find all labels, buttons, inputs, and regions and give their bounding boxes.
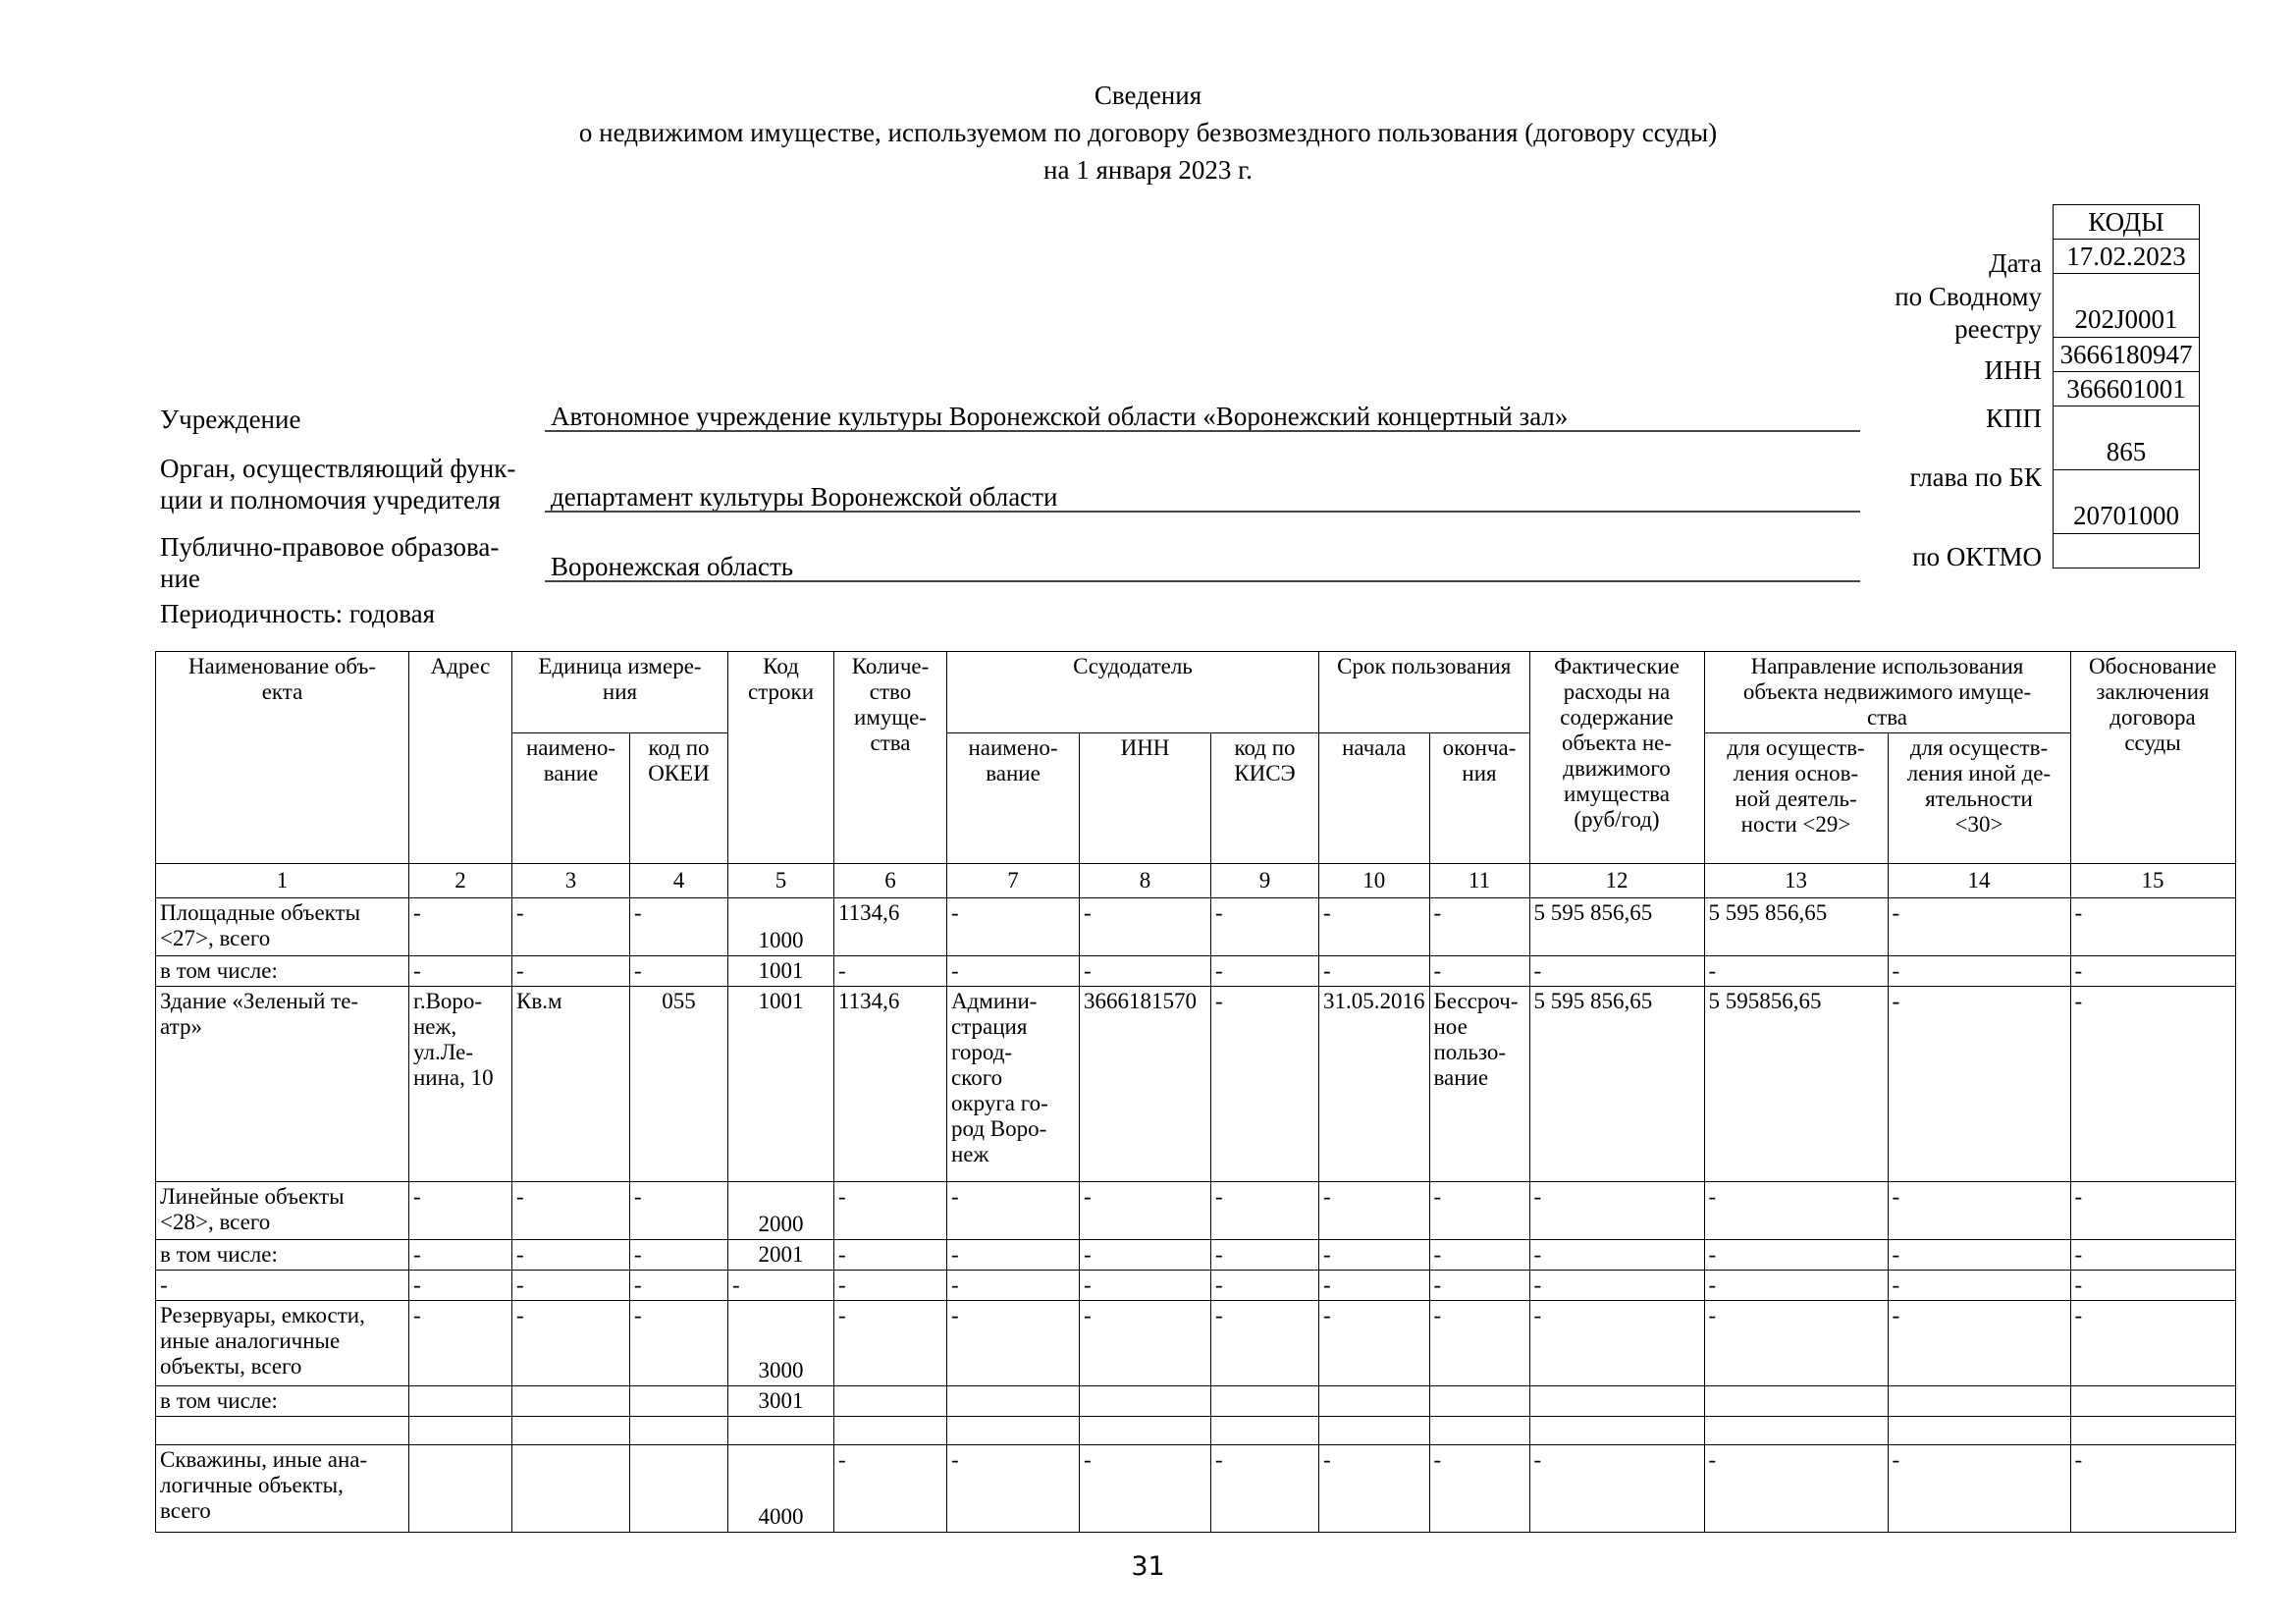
col-num-14: 14 — [1888, 864, 2070, 898]
cell-basis: - — [2070, 1271, 2235, 1301]
col-num-8: 8 — [1080, 864, 1211, 898]
codes-row-inn — [2054, 338, 2200, 372]
cell-usage-main: - — [1704, 1301, 1888, 1386]
cell-row-code: - — [728, 1271, 834, 1301]
cell-lender-inn: 3666181570 — [1080, 987, 1211, 1182]
value-institution: Автономное учреждение культуры Воронежской области «Воронежский концертный зал» — [545, 401, 1860, 432]
table-row — [156, 1240, 2236, 1271]
header-lender-name: наимено- вание — [947, 733, 1080, 864]
cell-usage-other — [1888, 1417, 2070, 1445]
page-number: 31 — [1131, 1551, 1165, 1582]
table-body — [156, 898, 2236, 1533]
header-usage-group: Направление использования объекта недвижимого имуще- ства — [1704, 652, 2070, 733]
cell-unit-okei: - — [630, 1301, 728, 1386]
cell-quantity — [834, 1386, 947, 1417]
codes-label-inn: ИНН — [1984, 355, 2042, 385]
cell-lender-kise: - — [1211, 1240, 1319, 1271]
cell-unit-okei — [630, 1386, 728, 1417]
cell-term-start: 31.05.2016 — [1319, 987, 1430, 1182]
cell-lender-name: - — [947, 1182, 1080, 1240]
cell-row-code: 2000 — [728, 1182, 834, 1240]
codes-table — [2053, 204, 2200, 568]
cell-quantity: - — [834, 1445, 947, 1533]
cell-lender-name: - — [947, 1240, 1080, 1271]
cell-term-end: - — [1429, 1182, 1529, 1240]
cell-lender-kise: - — [1211, 956, 1319, 987]
cell-basis: - — [2070, 1240, 2235, 1271]
cell-row-code: 1001 — [728, 956, 834, 987]
cell-term-end: - — [1429, 1301, 1529, 1386]
cell-address: - — [409, 1271, 512, 1301]
col-num-3: 3 — [512, 864, 630, 898]
cell-term-start: - — [1319, 956, 1430, 987]
cell-term-end: - — [1429, 1445, 1529, 1533]
cell-usage-main: 5 595856,65 — [1704, 987, 1888, 1182]
cell-basis — [2070, 1417, 2235, 1445]
codes-value-inn: 3666180947 — [2054, 338, 2200, 372]
cell-object-name: Здание «Зеленый те- атр» — [156, 987, 409, 1182]
cell-actual-costs — [1529, 1417, 1704, 1445]
cell-lender-inn — [1080, 1386, 1211, 1417]
cell-unit-name: - — [512, 1240, 630, 1271]
cell-address — [409, 1386, 512, 1417]
table-row — [156, 1301, 2236, 1386]
cell-actual-costs: - — [1529, 1271, 1704, 1301]
cell-unit-name — [512, 1386, 630, 1417]
codes-value-svod-reestr: 202J0001 — [2054, 274, 2200, 338]
cell-lender-name: - — [947, 1301, 1080, 1386]
cell-unit-okei — [630, 1445, 728, 1533]
real-estate-table — [155, 651, 2236, 1533]
header-unit-name: наимено- вание — [512, 733, 630, 864]
codes-value-kpp: 366601001 — [2054, 372, 2200, 406]
codes-row-glava — [2054, 406, 2200, 470]
cell-usage-main: - — [1704, 956, 1888, 987]
cell-unit-name: Кв.м — [512, 987, 630, 1182]
label-institution: Учреждение — [160, 405, 301, 434]
cell-lender-kise: - — [1211, 1445, 1319, 1533]
cell-usage-other: - — [1888, 956, 2070, 987]
col-num-2: 2 — [409, 864, 512, 898]
cell-term-start: - — [1319, 898, 1430, 956]
cell-basis — [2070, 1386, 2235, 1417]
codes-value-date: 17.02.2023 — [2054, 240, 2200, 274]
codes-label-svod-line1: по Сводному — [1895, 282, 2042, 311]
page-title: Сведения — [1094, 81, 1202, 110]
cell-lender-inn: - — [1080, 956, 1211, 987]
cell-usage-main: 5 595 856,65 — [1704, 898, 1888, 956]
cell-unit-name — [512, 1445, 630, 1533]
cell-quantity: - — [834, 956, 947, 987]
col-num-9: 9 — [1211, 864, 1319, 898]
cell-unit-name: - — [512, 1301, 630, 1386]
codes-value-glava-bk: 865 — [2054, 406, 2200, 470]
header-address: Адрес — [409, 652, 512, 864]
cell-usage-other: - — [1888, 987, 2070, 1182]
cell-lender-name: - — [947, 1271, 1080, 1301]
header-unit-group: Единица измере- ния — [512, 652, 728, 733]
cell-usage-other: - — [1888, 1301, 2070, 1386]
header-lender-group: Ссудодатель — [947, 652, 1319, 733]
cell-lender-inn: - — [1080, 1301, 1211, 1386]
cell-address: - — [409, 1301, 512, 1386]
cell-lender-kise: - — [1211, 987, 1319, 1182]
page-subtitle: о недвижимом имуществе, используемом по договору безвозмездного пользования (договору ссуды) — [578, 118, 1718, 147]
cell-lender-inn: - — [1080, 1240, 1211, 1271]
col-num-11: 11 — [1429, 864, 1529, 898]
cell-term-start: - — [1319, 1271, 1430, 1301]
cell-object-name: Скважины, иные ана- логичные объекты, всего — [156, 1445, 409, 1533]
cell-quantity: - — [834, 1301, 947, 1386]
cell-quantity: - — [834, 1271, 947, 1301]
cell-usage-main: - — [1704, 1182, 1888, 1240]
cell-term-end — [1429, 1417, 1529, 1445]
cell-address: - — [409, 1240, 512, 1271]
cell-basis: - — [2070, 987, 2235, 1182]
cell-actual-costs — [1529, 1386, 1704, 1417]
cell-actual-costs: - — [1529, 1445, 1704, 1533]
codes-label-glava-bk: глава по БК — [1909, 462, 2042, 492]
cell-lender-name: - — [947, 898, 1080, 956]
cell-lender-inn: - — [1080, 898, 1211, 956]
cell-unit-okei: - — [630, 898, 728, 956]
codes-header-cell: КОДЫ — [2054, 205, 2200, 240]
cell-term-start: - — [1319, 1445, 1430, 1533]
header-term-start: начала — [1319, 733, 1430, 864]
cell-basis: - — [2070, 1182, 2235, 1240]
cell-row-code: 1000 — [728, 898, 834, 956]
cell-usage-main: - — [1704, 1445, 1888, 1533]
cell-quantity: - — [834, 1240, 947, 1271]
cell-quantity — [834, 1417, 947, 1445]
col-num-4: 4 — [630, 864, 728, 898]
table-header-row-1 — [156, 652, 2236, 733]
cell-object-name: в том числе: — [156, 956, 409, 987]
cell-term-end: Бессроч- ное пользо- вание — [1429, 987, 1529, 1182]
cell-object-name: Линейные объекты <28>, всего — [156, 1182, 409, 1240]
cell-actual-costs: - — [1529, 1301, 1704, 1386]
cell-actual-costs: - — [1529, 956, 1704, 987]
table-row — [156, 1386, 2236, 1417]
cell-actual-costs: 5 595 856,65 — [1529, 987, 1704, 1182]
label-founder-line1: Орган, осуществляющий функ- — [160, 454, 516, 483]
col-num-1: 1 — [156, 864, 409, 898]
cell-row-code: 2001 — [728, 1240, 834, 1271]
cell-quantity: 1134,6 — [834, 987, 947, 1182]
cell-usage-other: - — [1888, 1271, 2070, 1301]
cell-unit-name: - — [512, 1271, 630, 1301]
cell-basis: - — [2070, 1445, 2235, 1533]
header-lender-inn: ИНН — [1080, 733, 1211, 864]
cell-basis: - — [2070, 1301, 2235, 1386]
cell-actual-costs: - — [1529, 1240, 1704, 1271]
codes-label-kpp: КПП — [1985, 404, 2042, 433]
table-row — [156, 1445, 2236, 1533]
header-lender-kise: код по КИСЭ — [1211, 733, 1319, 864]
col-num-6: 6 — [834, 864, 947, 898]
cell-term-start — [1319, 1417, 1430, 1445]
cell-lender-kise — [1211, 1417, 1319, 1445]
cell-term-end — [1429, 1386, 1529, 1417]
cell-lender-name — [947, 1417, 1080, 1445]
cell-row-code: 3001 — [728, 1386, 834, 1417]
table-column-number-row — [156, 864, 2236, 898]
cell-usage-main: - — [1704, 1240, 1888, 1271]
cell-quantity: - — [834, 1182, 947, 1240]
col-num-10: 10 — [1319, 864, 1430, 898]
cell-usage-main: - — [1704, 1271, 1888, 1301]
codes-label-date: Дата — [1989, 248, 2042, 278]
cell-row-code: 4000 — [728, 1445, 834, 1533]
cell-unit-name — [512, 1417, 630, 1445]
cell-term-end: - — [1429, 956, 1529, 987]
codes-label-oktmo: по ОКТМО — [1912, 542, 2042, 571]
label-public-entity-line1: Публично-правовое образова- — [160, 532, 500, 562]
cell-lender-inn — [1080, 1417, 1211, 1445]
cell-unit-okei — [630, 1417, 728, 1445]
cell-basis: - — [2070, 956, 2235, 987]
cell-address: - — [409, 1182, 512, 1240]
cell-object-name: в том числе: — [156, 1386, 409, 1417]
cell-lender-name: - — [947, 1445, 1080, 1533]
cell-lender-kise: - — [1211, 1271, 1319, 1301]
cell-term-end: - — [1429, 1240, 1529, 1271]
cell-unit-okei: - — [630, 1240, 728, 1271]
codes-row-header — [2054, 205, 2200, 240]
cell-address — [409, 1417, 512, 1445]
codes-label-svod-line2: реестру — [1954, 314, 2042, 344]
cell-basis: - — [2070, 898, 2235, 956]
cell-lender-inn: - — [1080, 1445, 1211, 1533]
cell-lender-name: Админи- страция город- ского округа го- род Воро- неж — [947, 987, 1080, 1182]
codes-row-kpp — [2054, 372, 2200, 406]
codes-row-date — [2054, 240, 2200, 274]
document-title-block — [0, 77, 2296, 189]
cell-usage-other — [1888, 1386, 2070, 1417]
cell-term-start — [1319, 1386, 1430, 1417]
table-row — [156, 1271, 2236, 1301]
table-row — [156, 1182, 2236, 1240]
cell-address: г.Воро- неж, ул.Ле- нина, 10 — [409, 987, 512, 1182]
col-num-15: 15 — [2070, 864, 2235, 898]
cell-lender-kise: - — [1211, 1301, 1319, 1386]
cell-usage-other: - — [1888, 1445, 2070, 1533]
cell-unit-name: - — [512, 1182, 630, 1240]
cell-usage-main — [1704, 1417, 1888, 1445]
codes-row-oktmo — [2054, 470, 2200, 534]
cell-lender-name — [947, 1386, 1080, 1417]
cell-unit-name: - — [512, 898, 630, 956]
label-periodicity: Периодичность: годовая — [160, 599, 436, 628]
codes-row-svod — [2054, 274, 2200, 338]
cell-object-name: в том числе: — [156, 1240, 409, 1271]
col-num-7: 7 — [947, 864, 1080, 898]
cell-lender-kise: - — [1211, 1182, 1319, 1240]
value-public-entity: Воронежская область — [545, 551, 1860, 582]
col-num-13: 13 — [1704, 864, 1888, 898]
codes-value-empty — [2054, 534, 2200, 568]
label-public-entity-line2: ние — [160, 564, 200, 593]
cell-unit-okei: - — [630, 1182, 728, 1240]
cell-usage-main — [1704, 1386, 1888, 1417]
cell-term-start: - — [1319, 1301, 1430, 1386]
label-founder-line2: ции и полномочия учредителя — [160, 485, 501, 514]
cell-address: - — [409, 956, 512, 987]
cell-unit-okei: 055 — [630, 987, 728, 1182]
header-term-end: оконча- ния — [1429, 733, 1529, 864]
header-row-code: Код строки — [728, 652, 834, 864]
header-quantity: Количе- ство имуще- ства — [834, 652, 947, 864]
cell-lender-inn: - — [1080, 1182, 1211, 1240]
table-row — [156, 956, 2236, 987]
cell-address: - — [409, 898, 512, 956]
cell-object-name: Резервуары, емкости, иные аналогичные объекты, всего — [156, 1301, 409, 1386]
cell-usage-other: - — [1888, 1240, 2070, 1271]
cell-row-code: 1001 — [728, 987, 834, 1182]
cell-unit-name: - — [512, 956, 630, 987]
header-usage-main: для осуществ- ления основ- ной деятель- ности <29> — [1704, 733, 1888, 864]
cell-term-start: - — [1319, 1240, 1430, 1271]
page-date-line: на 1 января 2023 г. — [1043, 155, 1253, 185]
cell-lender-name: - — [947, 956, 1080, 987]
cell-actual-costs: 5 595 856,65 — [1529, 898, 1704, 956]
header-basis: Обоснование заключения договора ссуды — [2070, 652, 2235, 864]
cell-row-code: 3000 — [728, 1301, 834, 1386]
cell-quantity: 1134,6 — [834, 898, 947, 956]
col-num-5: 5 — [728, 864, 834, 898]
codes-value-oktmo: 20701000 — [2054, 470, 2200, 534]
cell-row-code — [728, 1417, 834, 1445]
codes-row-empty — [2054, 534, 2200, 568]
cell-term-start: - — [1319, 1182, 1430, 1240]
cell-object-name — [156, 1417, 409, 1445]
cell-term-end: - — [1429, 898, 1529, 956]
header-term-group: Срок пользования — [1319, 652, 1530, 733]
cell-actual-costs: - — [1529, 1182, 1704, 1240]
header-object-name: Наименование объ- екта — [156, 652, 409, 864]
cell-unit-okei: - — [630, 956, 728, 987]
header-usage-other: для осуществ- ления иной де- ятельности <30> — [1888, 733, 2070, 864]
cell-term-end: - — [1429, 1271, 1529, 1301]
value-founder: департамент культуры Воронежской области — [545, 481, 1860, 513]
table-row — [156, 987, 2236, 1182]
cell-object-name: - — [156, 1271, 409, 1301]
cell-lender-inn: - — [1080, 1271, 1211, 1301]
cell-lender-kise — [1211, 1386, 1319, 1417]
cell-usage-other: - — [1888, 1182, 2070, 1240]
col-num-12: 12 — [1529, 864, 1704, 898]
table-row — [156, 1417, 2236, 1445]
cell-object-name: Площадные объекты <27>, всего — [156, 898, 409, 956]
cell-lender-kise: - — [1211, 898, 1319, 956]
cell-unit-okei: - — [630, 1271, 728, 1301]
table-row — [156, 898, 2236, 956]
header-actual-costs: Фактические расходы на содержание объекта не- движимого имущества (руб/год) — [1529, 652, 1704, 864]
header-unit-okei: код по ОКЕИ — [630, 733, 728, 864]
cell-address — [409, 1445, 512, 1533]
cell-usage-other: - — [1888, 898, 2070, 956]
